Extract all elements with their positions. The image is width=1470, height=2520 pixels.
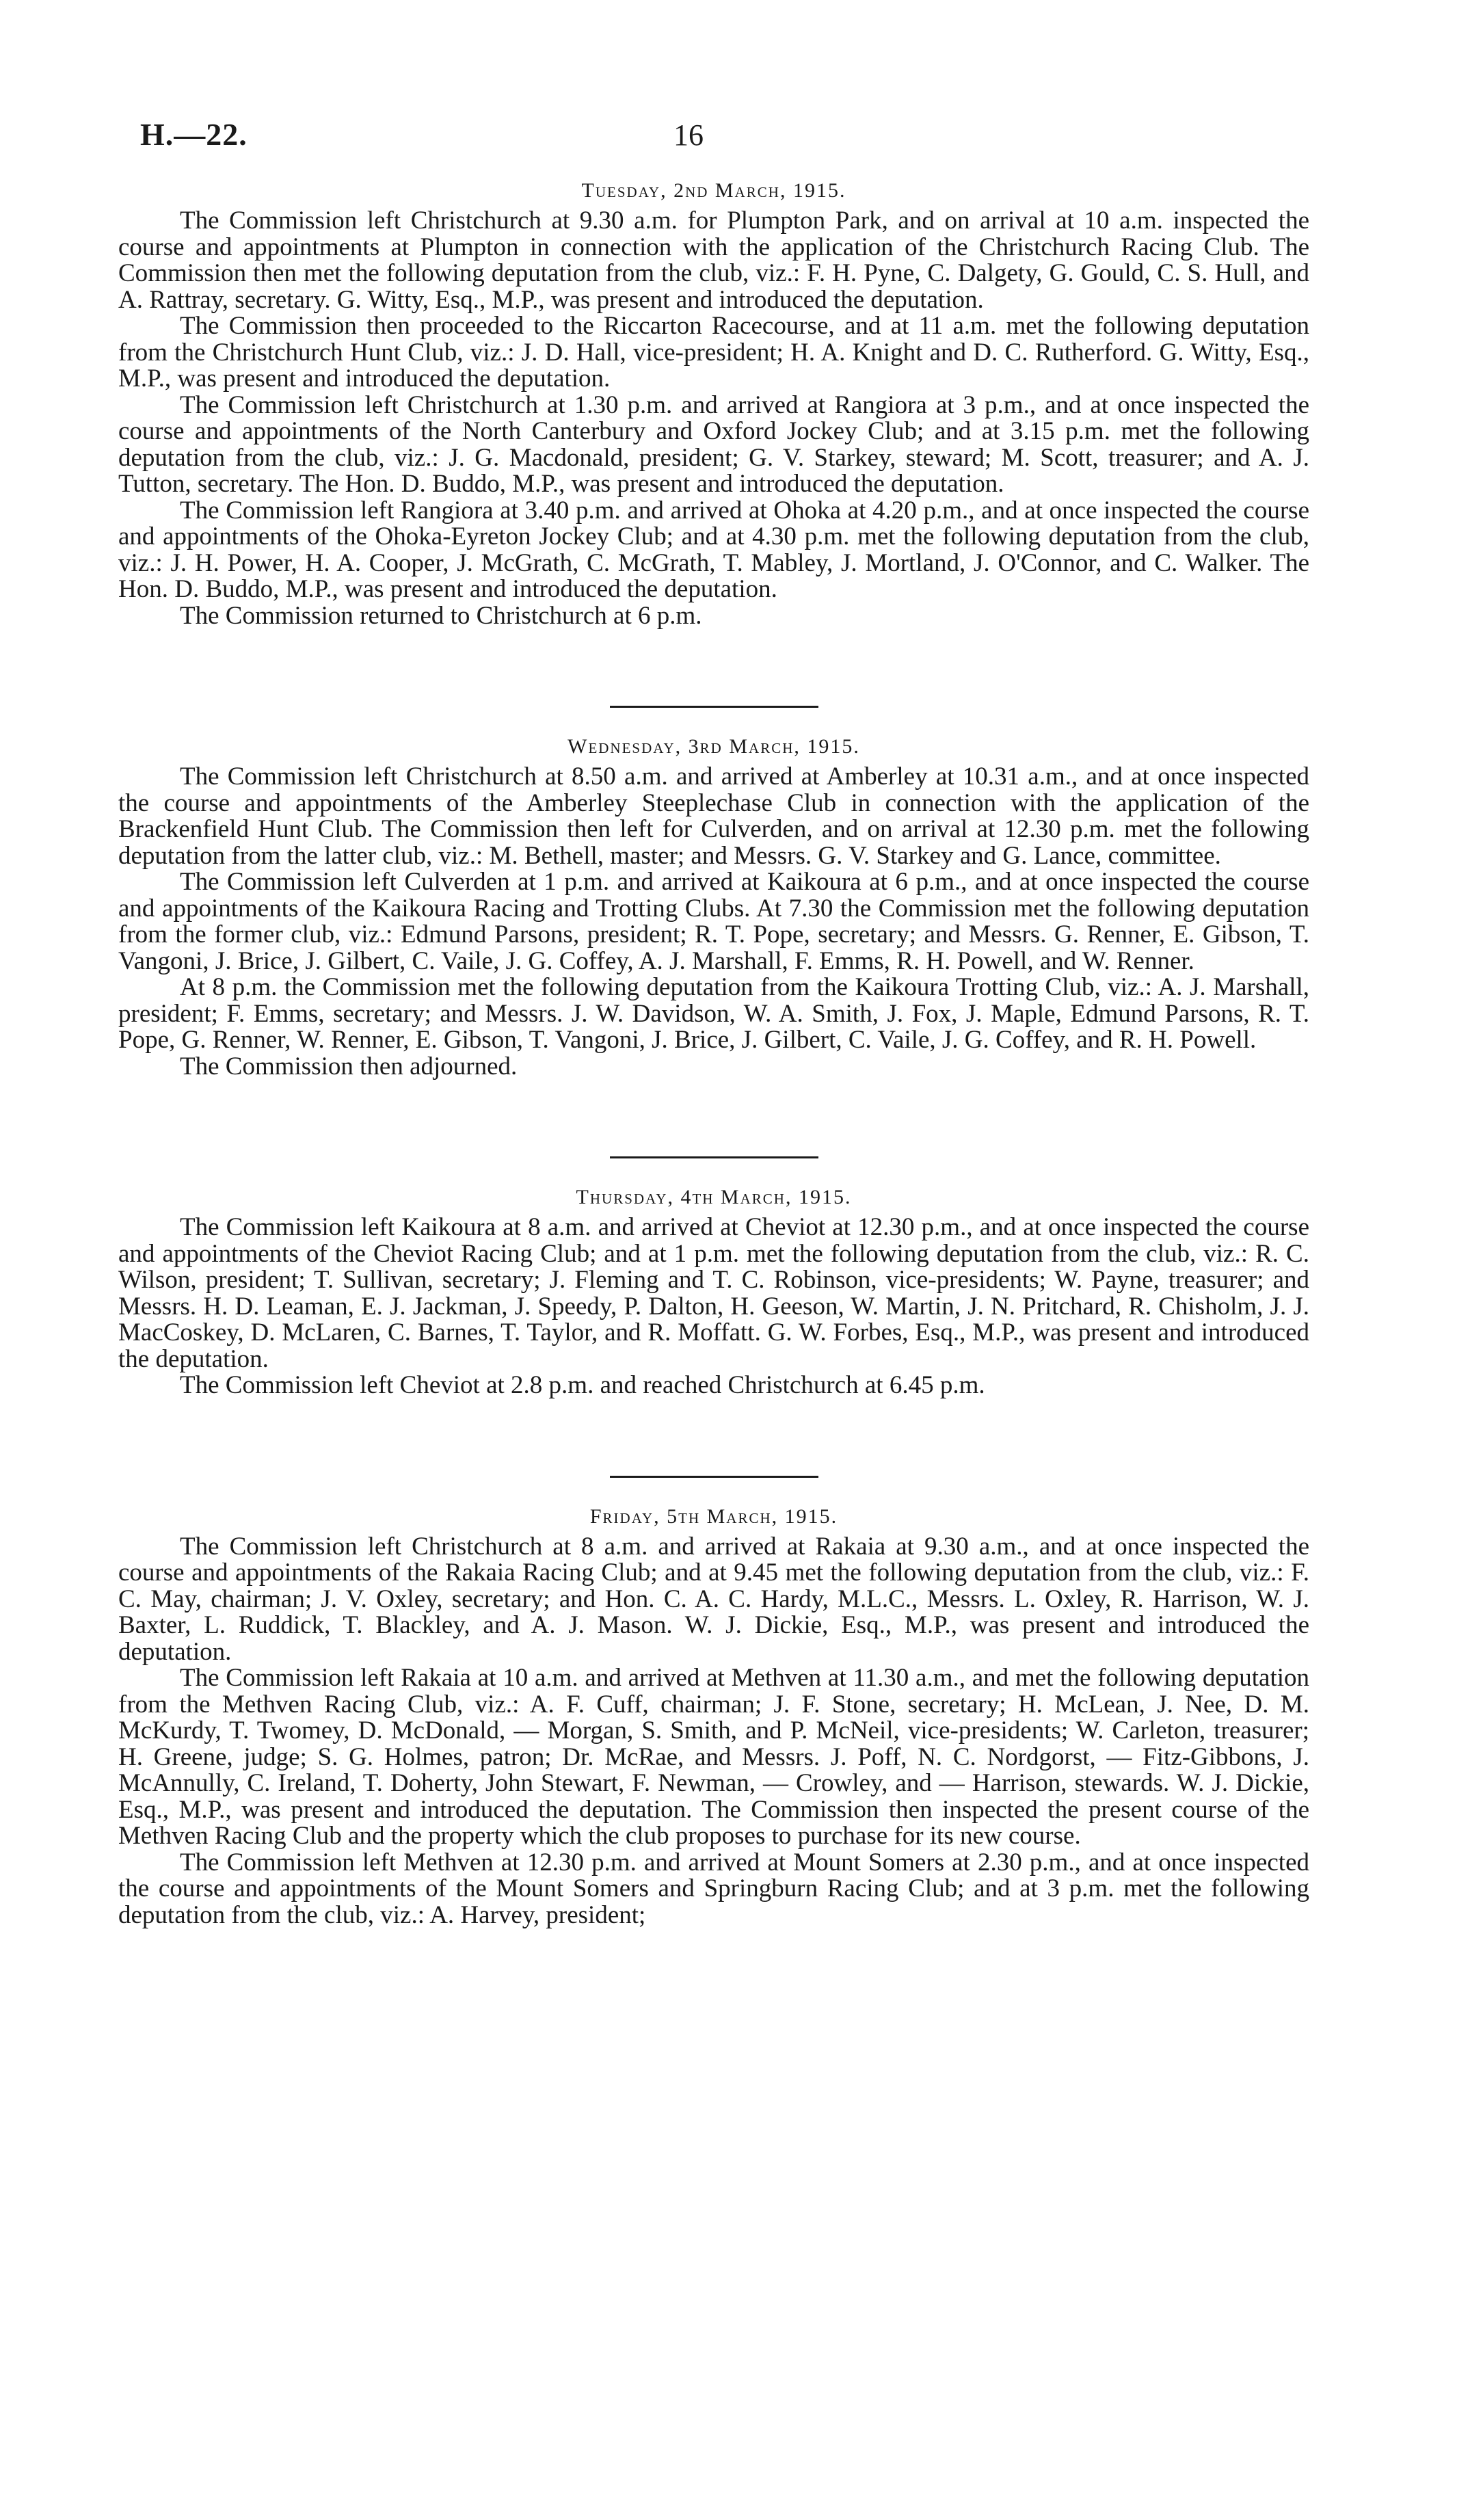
paragraph: The Commission left Christchurch at 9.30 a.m. for Plumpton Park, and on arrival at 10 a.m. inspected the course and appointments at Plumpton in connection with the application of the Christchurch Racing Club. The Commission then met the following deputation from the club, viz.: F. H. Pyne, C. Dalgety, G. Gould, C. S. Hull, and A. Rattray, secretary. G. Witty, Esq., M.P., was present and introduced the deputation. — [118, 207, 1309, 314]
paragraph: The Commission left Kaikoura at 8 a.m. and arrived at Cheviot at 12.30 p.m., and at once inspected the course and appointments of the Cheviot Racing Club; and at 1 p.m. met the following deputation from the club, viz.: R. C. Wilson, president; T. Sullivan, secretary; J. Fleming and T. C. Robinson, vice-presidents; W. Payne, treasurer; and Messrs. H. D. Leaman, E. J. Jackman, J. Speedy, P. Dalton, H. Geeson, W. Martin, J. N. Pritchard, R. Chisholm, J. J. MacCoskey, D. McLaren, C. Barnes, T. Taylor, and R. Moffatt. G. W. Forbes, Esq., M.P., was present and introduced the deputation. — [118, 1213, 1309, 1373]
report-reference: H.—22. — [140, 117, 248, 152]
paragraph: The Commission returned to Christchurch at 6 p.m. — [180, 601, 702, 630]
entry-tuesday — [118, 179, 1309, 629]
page-number: 16 — [673, 118, 704, 152]
entry-date: Friday, 5th March, 1915. — [589, 1504, 838, 1528]
paragraph: The Commission then proceeded to the Riccarton Racecourse, and at 11 a.m. met the following deputation from the Christchurch Hunt Club, viz.: J. D. Hall, vice-president; H. A. Knight and D. C. Rutherford. G. Witty, Esq., M.P., was present and introduced the deputation. — [118, 312, 1309, 393]
entry-date: Thursday, 4th March, 1915. — [576, 1186, 852, 1208]
document-body — [118, 179, 1309, 1928]
paragraph: The Commission left Christchurch at 8.50 a.m. and arrived at Amberley at 10.31 a.m., and at once inspected the course and appointments of the Amberley Steeplechase Club in connection with the application of the Brackenfield Hunt Club. The Commission then left for Culverden, and on arrival at 12.30 p.m. met the following deputation from the latter club, viz.: M. Bethell, master; and Messrs. G. V. Starkey and G. Lance, committee. — [118, 762, 1309, 870]
entry-date: Tuesday, 2nd March, 1915. — [581, 179, 846, 202]
paragraph: The Commission left Christchurch at 1.30 p.m. and arrived at Rangiora at 3 p.m., and at once inspected the course and appointments of the North Canterbury and Oxford Jockey Club; and at 3.15 p.m. met the following deputation from the club, viz.: J. G. Macdonald, president; G. V. Starkey, steward; M. Scott, treasurer; and A. J. Tutton, secretary. The Hon. D. Buddo, M.P., was present and introduced the deputation. — [118, 390, 1309, 498]
entry-thursday — [118, 1186, 1309, 1399]
section-divider — [610, 706, 818, 708]
entry-friday — [118, 1505, 1309, 1929]
entry-wednesday — [118, 735, 1309, 1080]
paragraph: The Commission then adjourned. — [180, 1052, 518, 1080]
paragraph: The Commission left Christchurch at 8 a.m. and arrived at Rakaia at 9.30 a.m., and at once inspected the course and appointments of the Rakaia Racing Club; and at 9.45 met the following deputation from the club, viz.: F. C. May, chairman; J. V. Oxley, secretary; and Hon. C. A. C. Hardy, M.L.C., Messrs. L. Oxley, R. Harrison, W. J. Baxter, L. Ruddick, T. Blackley, and A. J. Mason. W. J. Dickie, Esq., M.P., was present and introduced the deputation. — [118, 1532, 1309, 1666]
paragraph: The Commission left Cheviot at 2.8 p.m. and reached Christchurch at 6.45 p.m. — [180, 1371, 985, 1399]
entry-date: Wednesday, 3rd March, 1915. — [567, 735, 860, 758]
paragraph: The Commission left Methven at 12.30 p.m. and arrived at Mount Somers at 2.30 p.m., and at once inspected the course and appointments of the Mount Somers and Springburn Racing Club; and at 3 p.m. met the following deputation from the club, viz.: A. Harvey, president; — [118, 1848, 1309, 1929]
paragraph: The Commission left Rangiora at 3.40 p.m. and arrived at Ohoka at 4.20 p.m., and at once inspected the course and appointments of the Ohoka-Eyreton Jockey Club; and at 4.30 p.m. met the following deputation from the club, viz.: J. H. Power, H. A. Cooper, J. McGrath, C. McGrath, T. Mabley, J. Mortland, J. O'Connor, and C. Walker. The Hon. D. Buddo, M.P., was present and introduced the deputation. — [118, 496, 1309, 603]
paragraph: At 8 p.m. the Commission met the following deputation from the Kaikoura Trotting Club, viz.: A. J. Marshall, president; F. Emms, secretary; and Messrs. J. W. Davidson, W. A. Smith, J. Fox, J. Maple, Edmund Parsons, R. T. Pope, G. Renner, W. Renner, E. Gibson, T. Vangoni, J. Brice, J. Gilbert, C. Vaile, J. G. Coffey, and R. H. Powell. — [118, 973, 1309, 1054]
section-divider — [610, 1476, 818, 1478]
paragraph: The Commission left Rakaia at 10 a.m. and arrived at Methven at 11.30 a.m., and met the following deputation from the Methven Racing Club, viz.: A. F. Cuff, chairman; J. F. Stone, secretary; H. McLean, J. Nee, D. M. McKurdy, T. Twomey, D. McDonald, — Morgan, S. Smith, and P. McNeil, vice-presidents; W. Carleton, treasurer; H. Greene, judge; S. G. Holmes, patron; Dr. McRae, and Messrs. J. Poff, N. C. Nordgorst, — Fitz-Gibbons, J. McAnnully, C. Ireland, T. Doherty, John Stewart, F. Newman, — Crowley, and — Harrison, stewards. W. J. Dickie, Esq., M.P., was present and introduced the deputation. The Commission then inspected the present course of the Methven Racing Club and the property which the club proposes to purchase for its new course. — [118, 1664, 1309, 1850]
section-divider — [610, 1156, 818, 1158]
paragraph: The Commission left Culverden at 1 p.m. and arrived at Kaikoura at 6 p.m., and at once inspected the course and appointments of the Kaikoura Racing and Trotting Clubs. At 7.30 the Commission met the following deputation from the former club, viz.: Edmund Parsons, president; R. T. Pope, secretary; and Messrs. G. Renner, E. Gibson, T. Vangoni, J. Brice, J. Gilbert, C. Vaile, J. G. Coffey, A. J. Marshall, F. Emms, R. H. Powell, and W. Renner. — [118, 868, 1309, 975]
